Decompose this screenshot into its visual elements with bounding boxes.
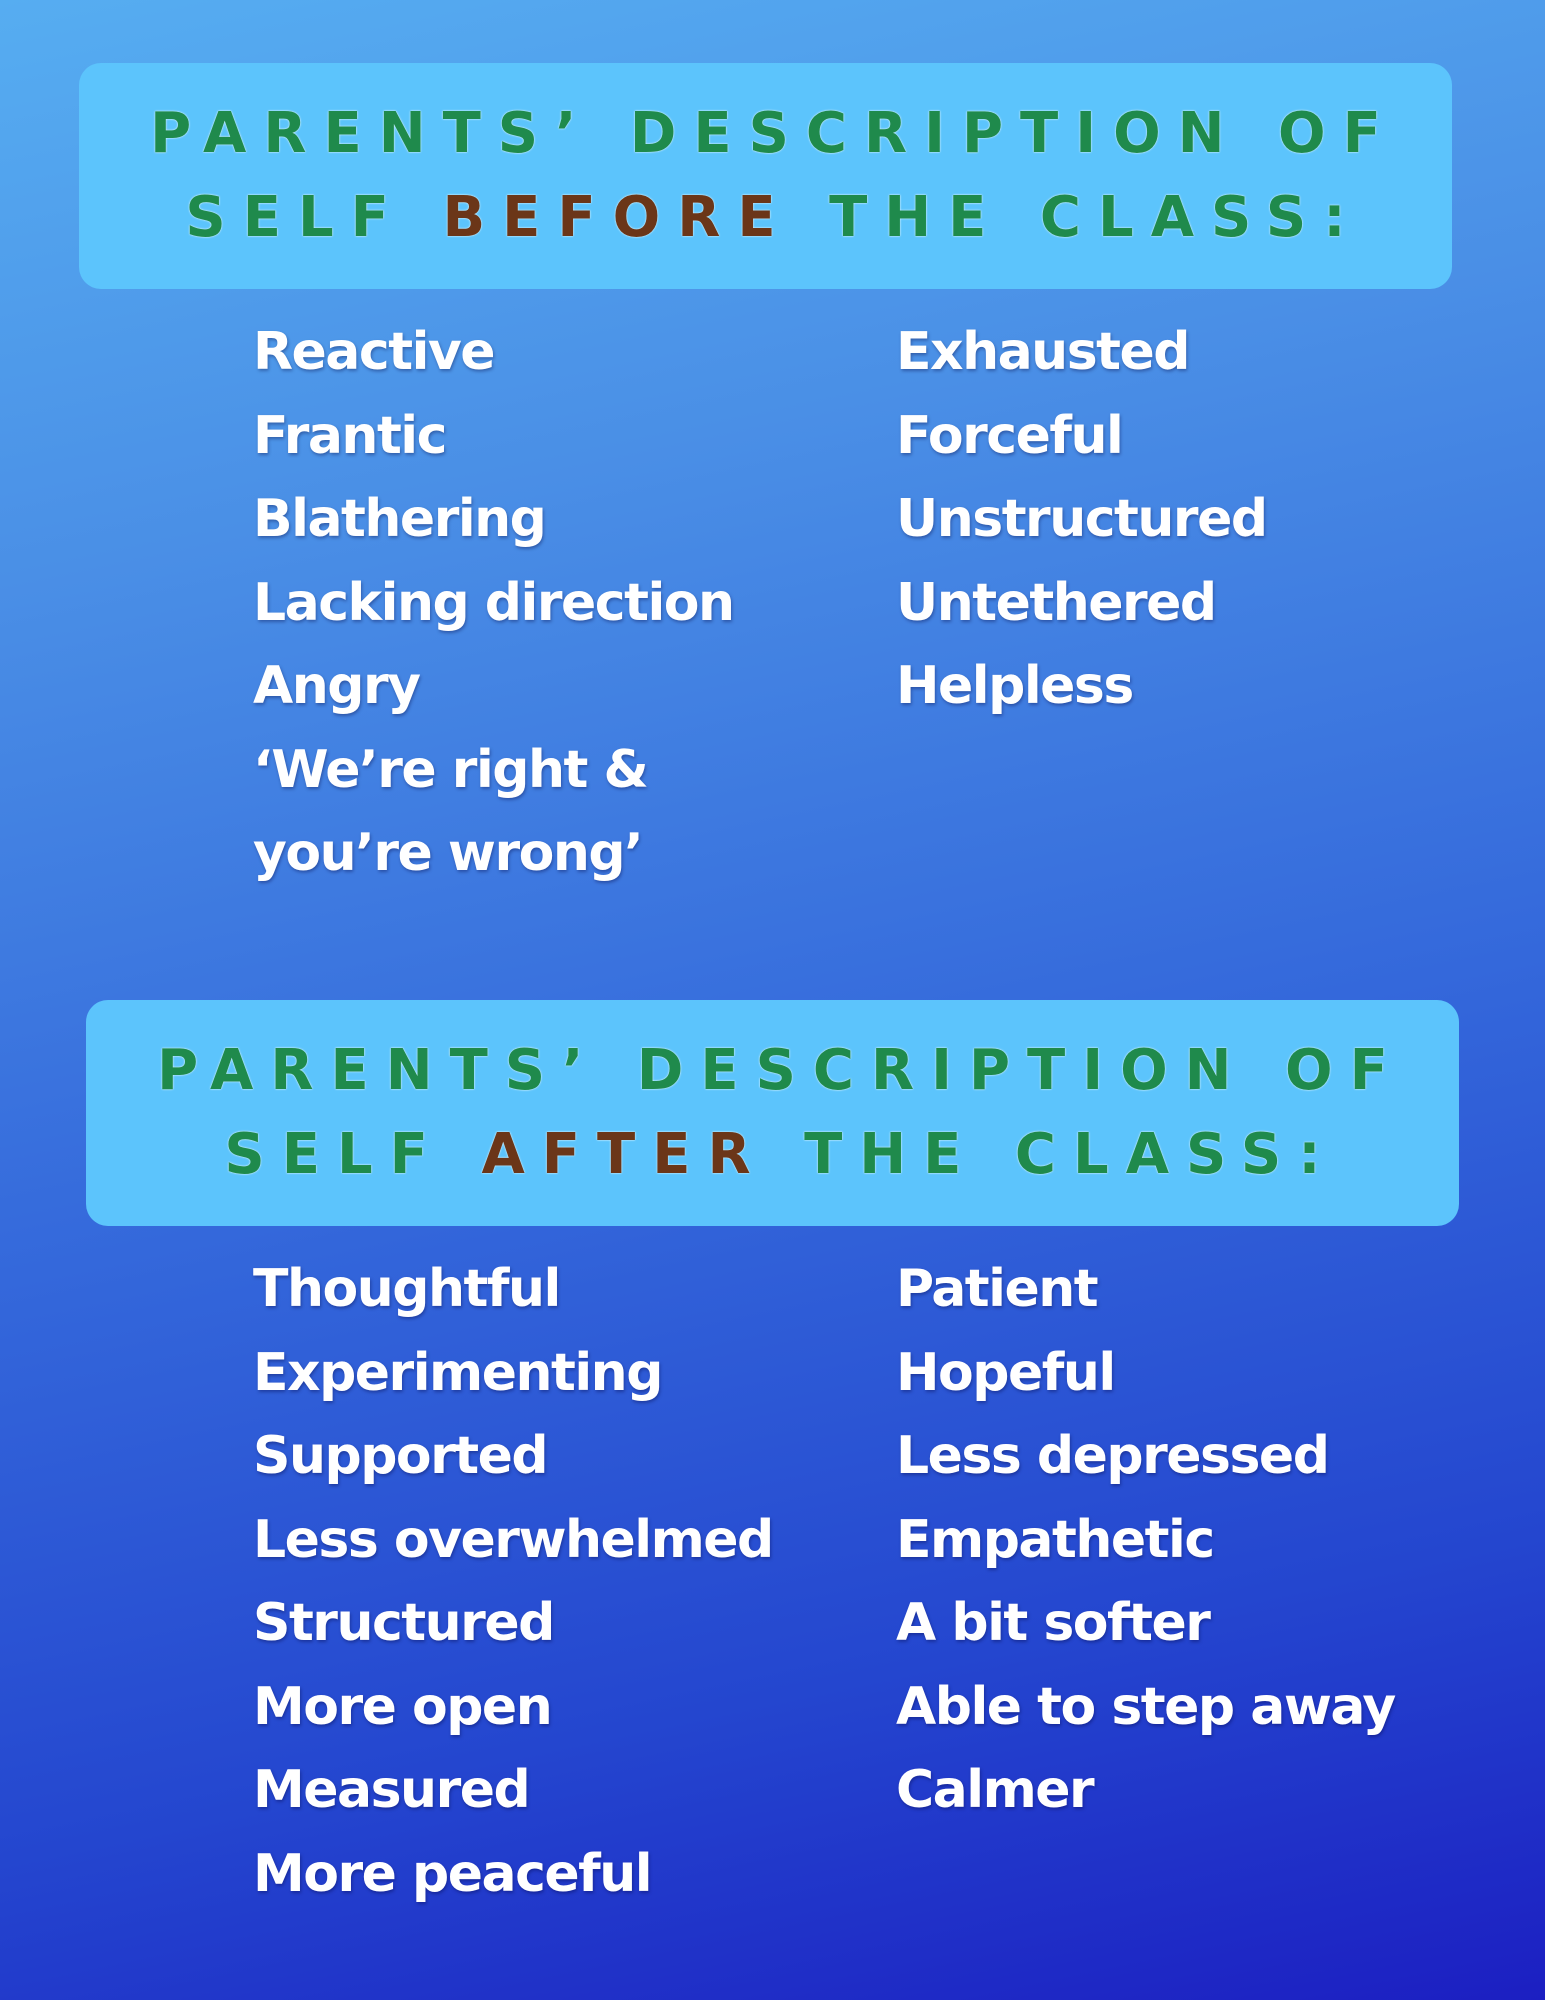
before-heading-emphasis: BEFORE [442, 185, 793, 250]
list-item: Supported [253, 1426, 548, 1486]
list-item: Thoughtful [253, 1259, 560, 1319]
list-item: Less overwhelmed [253, 1509, 773, 1570]
before-heading-banner [79, 63, 1452, 289]
list-item: Less depressed [896, 1426, 1329, 1486]
list-item: Patient [896, 1259, 1098, 1319]
list-item: ‘We’re right & [253, 739, 648, 800]
list-item: Experimenting [253, 1342, 662, 1403]
before-heading-line1: PARENTS’ DESCRIPTION OF [150, 101, 1398, 166]
after-heading-banner [86, 1000, 1459, 1226]
list-item: you’re wrong’ [253, 823, 643, 883]
list-item: Unstructured [896, 489, 1267, 549]
list-item: Measured [253, 1760, 530, 1820]
before-heading-line2 [168, 176, 1362, 260]
before-heading-line2-end: THE CLASS: [792, 185, 1363, 250]
list-item: More open [253, 1676, 552, 1737]
list-item: Hopeful [896, 1342, 1115, 1403]
after-heading-line2 [207, 1113, 1337, 1197]
before-left-list [253, 311, 734, 896]
before-right-list [896, 311, 1267, 729]
list-item: Untethered [896, 572, 1216, 633]
list-item: Frantic [253, 405, 446, 466]
list-item: Blathering [253, 489, 546, 549]
list-item: Angry [253, 656, 420, 716]
list-item: Helpless [896, 656, 1133, 716]
after-left-list [253, 1248, 773, 1916]
after-heading-line2-start: SELF [224, 1122, 482, 1187]
list-item: Calmer [896, 1760, 1094, 1820]
list-item: Lacking direction [253, 572, 734, 633]
list-item: A bit softer [896, 1593, 1210, 1653]
before-heading-line2-start: SELF [185, 185, 443, 250]
after-heading-emphasis: AFTER [481, 1122, 768, 1187]
list-item: Forceful [896, 405, 1123, 466]
list-item: More peaceful [253, 1843, 652, 1904]
after-heading-line1: PARENTS’ DESCRIPTION OF [157, 1038, 1405, 1103]
list-item: Exhausted [896, 322, 1189, 382]
after-heading-line2-end: THE CLASS: [767, 1122, 1338, 1187]
list-item: Able to step away [896, 1676, 1395, 1737]
after-right-list [896, 1248, 1395, 1833]
list-item: Reactive [253, 322, 495, 382]
list-item: Empathetic [896, 1509, 1214, 1570]
list-item: Structured [253, 1593, 554, 1653]
